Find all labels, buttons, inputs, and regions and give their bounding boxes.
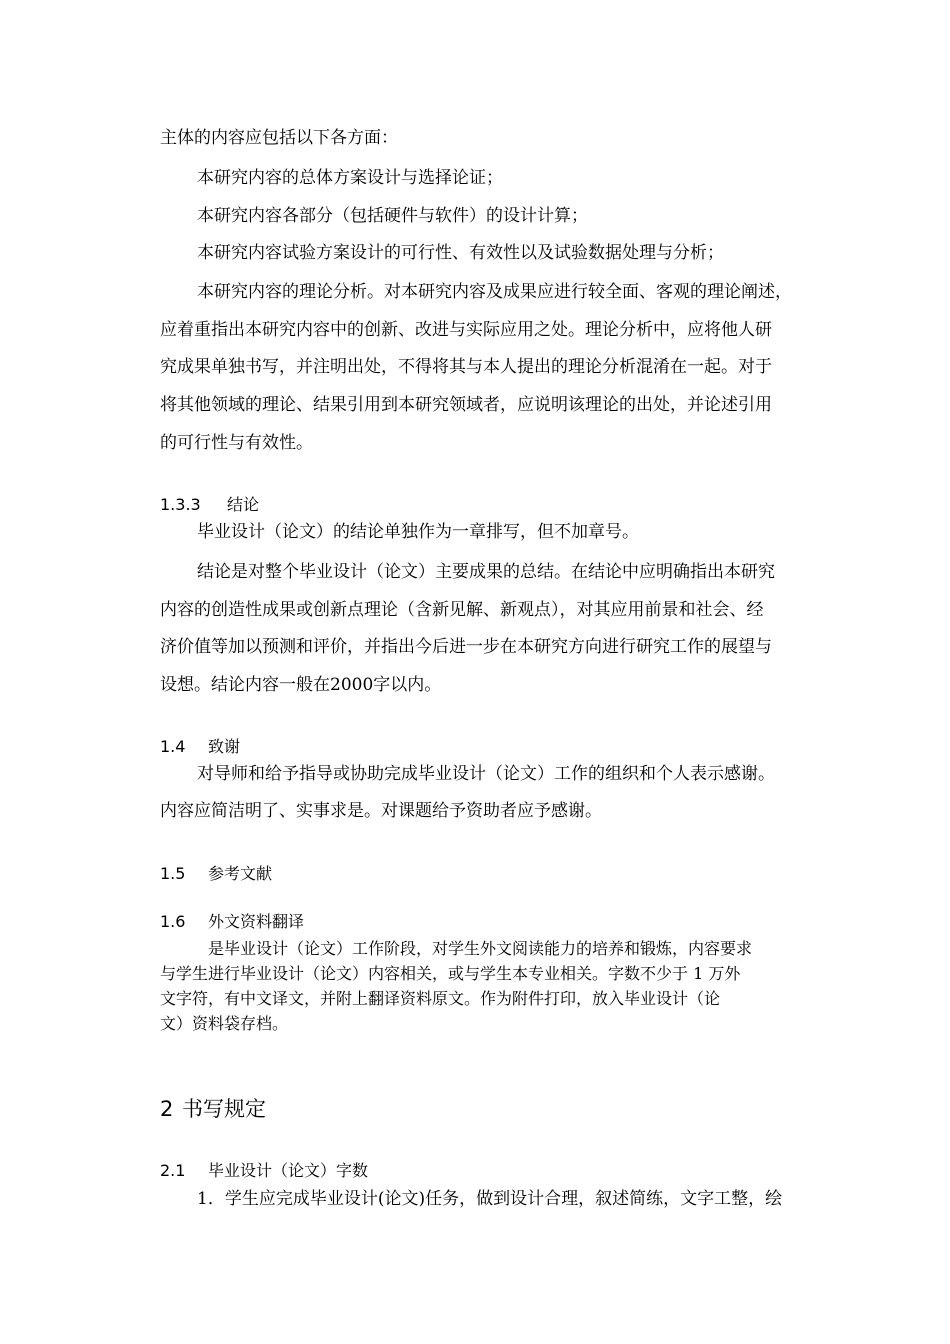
- section-number: 2.1: [160, 1161, 186, 1180]
- section-title: 参考文献: [208, 864, 273, 883]
- section-title: 毕业设计（论文）字数: [208, 1161, 369, 1180]
- section-number: 1.3.3: [160, 495, 201, 514]
- paragraph-line: 本研究内容的理论分析。对本研究内容及成果应进行较全面、客观的理论阐述，: [197, 282, 792, 302]
- paragraph-line: 结论是对整个毕业设计（论文）主要成果的总结。在结论中应明确指出本研究: [197, 562, 775, 582]
- paragraph-line: 设想。结论内容一般在2000字以内。: [160, 675, 442, 695]
- paragraph-line: 文字符，有中文译文，并附上翻译资料原文。作为附件打印，放入毕业设计（论: [160, 989, 721, 1008]
- paragraph-line: 内容应简洁明了、实事求是。对课题给予资助者应予感谢。: [160, 801, 602, 821]
- section-heading-1-6: [160, 912, 304, 932]
- intro-line: 主体的内容应包括以下各方面：: [160, 128, 398, 148]
- section-heading-1-5: [160, 864, 272, 884]
- list-item: 本研究内容各部分（包括硬件与软件）的设计计算；: [197, 206, 588, 226]
- section-heading-1-3-3: [160, 495, 259, 515]
- list-item: 1．学生应完成毕业设计(论文)任务，做到设计合理，叙述简练，文字工整，绘: [197, 1189, 783, 1209]
- list-item: 本研究内容的总体方案设计与选择论证；: [197, 168, 503, 188]
- section-title: 外文资料翻译: [208, 912, 305, 931]
- section-heading-2-1: [160, 1161, 368, 1181]
- paragraph-line: 的可行性与有效性。: [160, 433, 313, 453]
- paragraph-line: 文）资料袋存档。: [160, 1014, 289, 1033]
- section-number: 1.4: [160, 737, 186, 756]
- paragraph-line: 将其他领域的理论、结果引用到本研究领域者，应说明该理论的出处，并论述引用: [160, 395, 772, 415]
- section-number: 1.6: [160, 912, 186, 931]
- chapter-title: 书写规定: [182, 1097, 266, 1121]
- paragraph-line: 与学生进行毕业设计（论文）内容相关，或与学生本专业相关。字数不少于 1 万外: [160, 964, 741, 983]
- chapter-number: 2: [160, 1097, 174, 1121]
- paragraph-line: 究成果单独书写，并注明出处，不得将其与本人提出的理论分析混淆在一起。对于: [160, 357, 772, 377]
- section-heading-1-4: [160, 737, 240, 757]
- chapter-heading-2: [160, 1096, 266, 1122]
- paragraph-line: 内容的创造性成果或创新点理论（含新见解、新观点），对其应用前景和社会、经: [160, 600, 764, 620]
- list-item: 本研究内容试验方案设计的可行性、有效性以及试验数据处理与分析；: [197, 243, 724, 263]
- paragraph-line: 对导师和给予指导或协助完成毕业设计（论文）工作的组织和个人表示感谢。: [197, 764, 775, 784]
- paragraph-line: 济价值等加以预测和评价，并指出今后进一步在本研究方向进行研究工作的展望与: [160, 637, 772, 657]
- section-number: 1.5: [160, 864, 186, 883]
- paragraph-line: 应着重指出本研究内容中的创新、改进与实际应用之处。理论分析中，应将他人研: [160, 320, 772, 340]
- section-title: 结论: [227, 495, 260, 514]
- paragraph-line: 是毕业设计（论文）工作阶段，对学生外文阅读能力的培养和锻炼，内容要求: [208, 939, 753, 958]
- section-title: 致谢: [208, 737, 241, 756]
- paragraph-line: 毕业设计（论文）的结论单独作为一章排写，但不加章号。: [197, 522, 639, 542]
